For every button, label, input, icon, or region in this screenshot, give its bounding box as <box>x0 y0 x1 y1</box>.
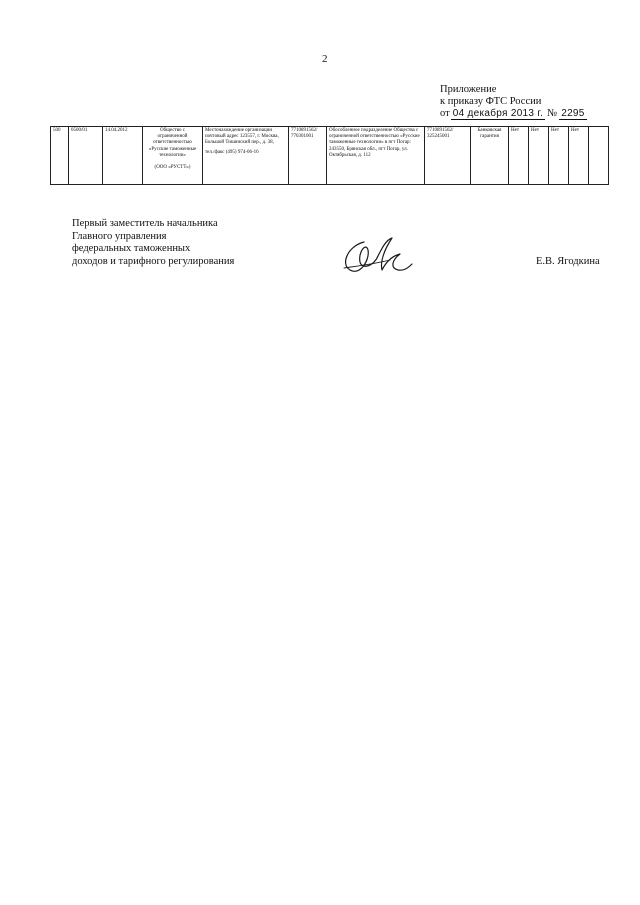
address-cell <box>203 127 289 185</box>
order-line <box>440 108 587 120</box>
signatory-line-4: доходов и тарифного регулирования <box>72 255 235 267</box>
empty-cell <box>589 127 609 185</box>
organization-name-cell <box>143 127 203 185</box>
registry-number-cell: 500 <box>51 127 69 185</box>
appendix-title: Приложение <box>440 84 497 95</box>
flag-cell-3: Нет <box>549 127 569 185</box>
guarantee-cell: Банковская гарантия <box>471 127 509 185</box>
signatory-line-2: Главного управления <box>72 230 167 242</box>
handwritten-signature <box>334 230 414 280</box>
organization-address: Местонахождение организации почтовый адрес 123557, г. Москва, Большой Тишинский пер., д. 38, <box>205 128 279 146</box>
flag-cell-1: Нет <box>509 127 529 185</box>
signer-name: Е.В. Ягодкина <box>536 256 600 267</box>
inn-kpp-cell: 7710891562/ 770301001 <box>289 127 327 185</box>
order-number: 2295 <box>561 108 585 119</box>
page-number: 2 <box>322 53 328 65</box>
appendix-header <box>440 84 587 120</box>
branch-inn-kpp-cell: 7710891562/ 325245001 <box>425 127 471 185</box>
branch-cell: Обособленное подразделение Общества с ограниченной ответственностью «Русские таможенные технологии» в пгт Погар: 243550, Брянская обл., пгт Погар, ул. Октябрьская, д. 112 <box>327 127 425 185</box>
register-table <box>50 126 609 185</box>
date-cell: 14.04.2012 <box>103 127 143 185</box>
flag-cell-2: Нет <box>529 127 549 185</box>
number-sign: № <box>547 108 558 119</box>
certificate-number-cell: 0500/01 <box>69 127 103 185</box>
order-prefix: от <box>440 108 450 119</box>
table-row <box>51 127 609 185</box>
appendix-order-ref: к приказу ФТС России <box>440 96 542 107</box>
signatory-line-3: федеральных таможенных <box>72 243 191 254</box>
organization-short-name: (ООО «РУСТТ») <box>154 165 191 171</box>
signatory-line-1: Первый заместитель начальника <box>72 218 218 229</box>
organization-phone: тел./факс (495) 974-06-16 <box>205 149 259 155</box>
order-date: 04 декабря 2013 г. <box>452 108 544 119</box>
signatory-title <box>72 218 234 268</box>
flag-cell-4: Нет <box>569 127 589 185</box>
organization-name: Общество с ограниченной ответственностью «Русские таможенные технологии» <box>148 128 197 158</box>
